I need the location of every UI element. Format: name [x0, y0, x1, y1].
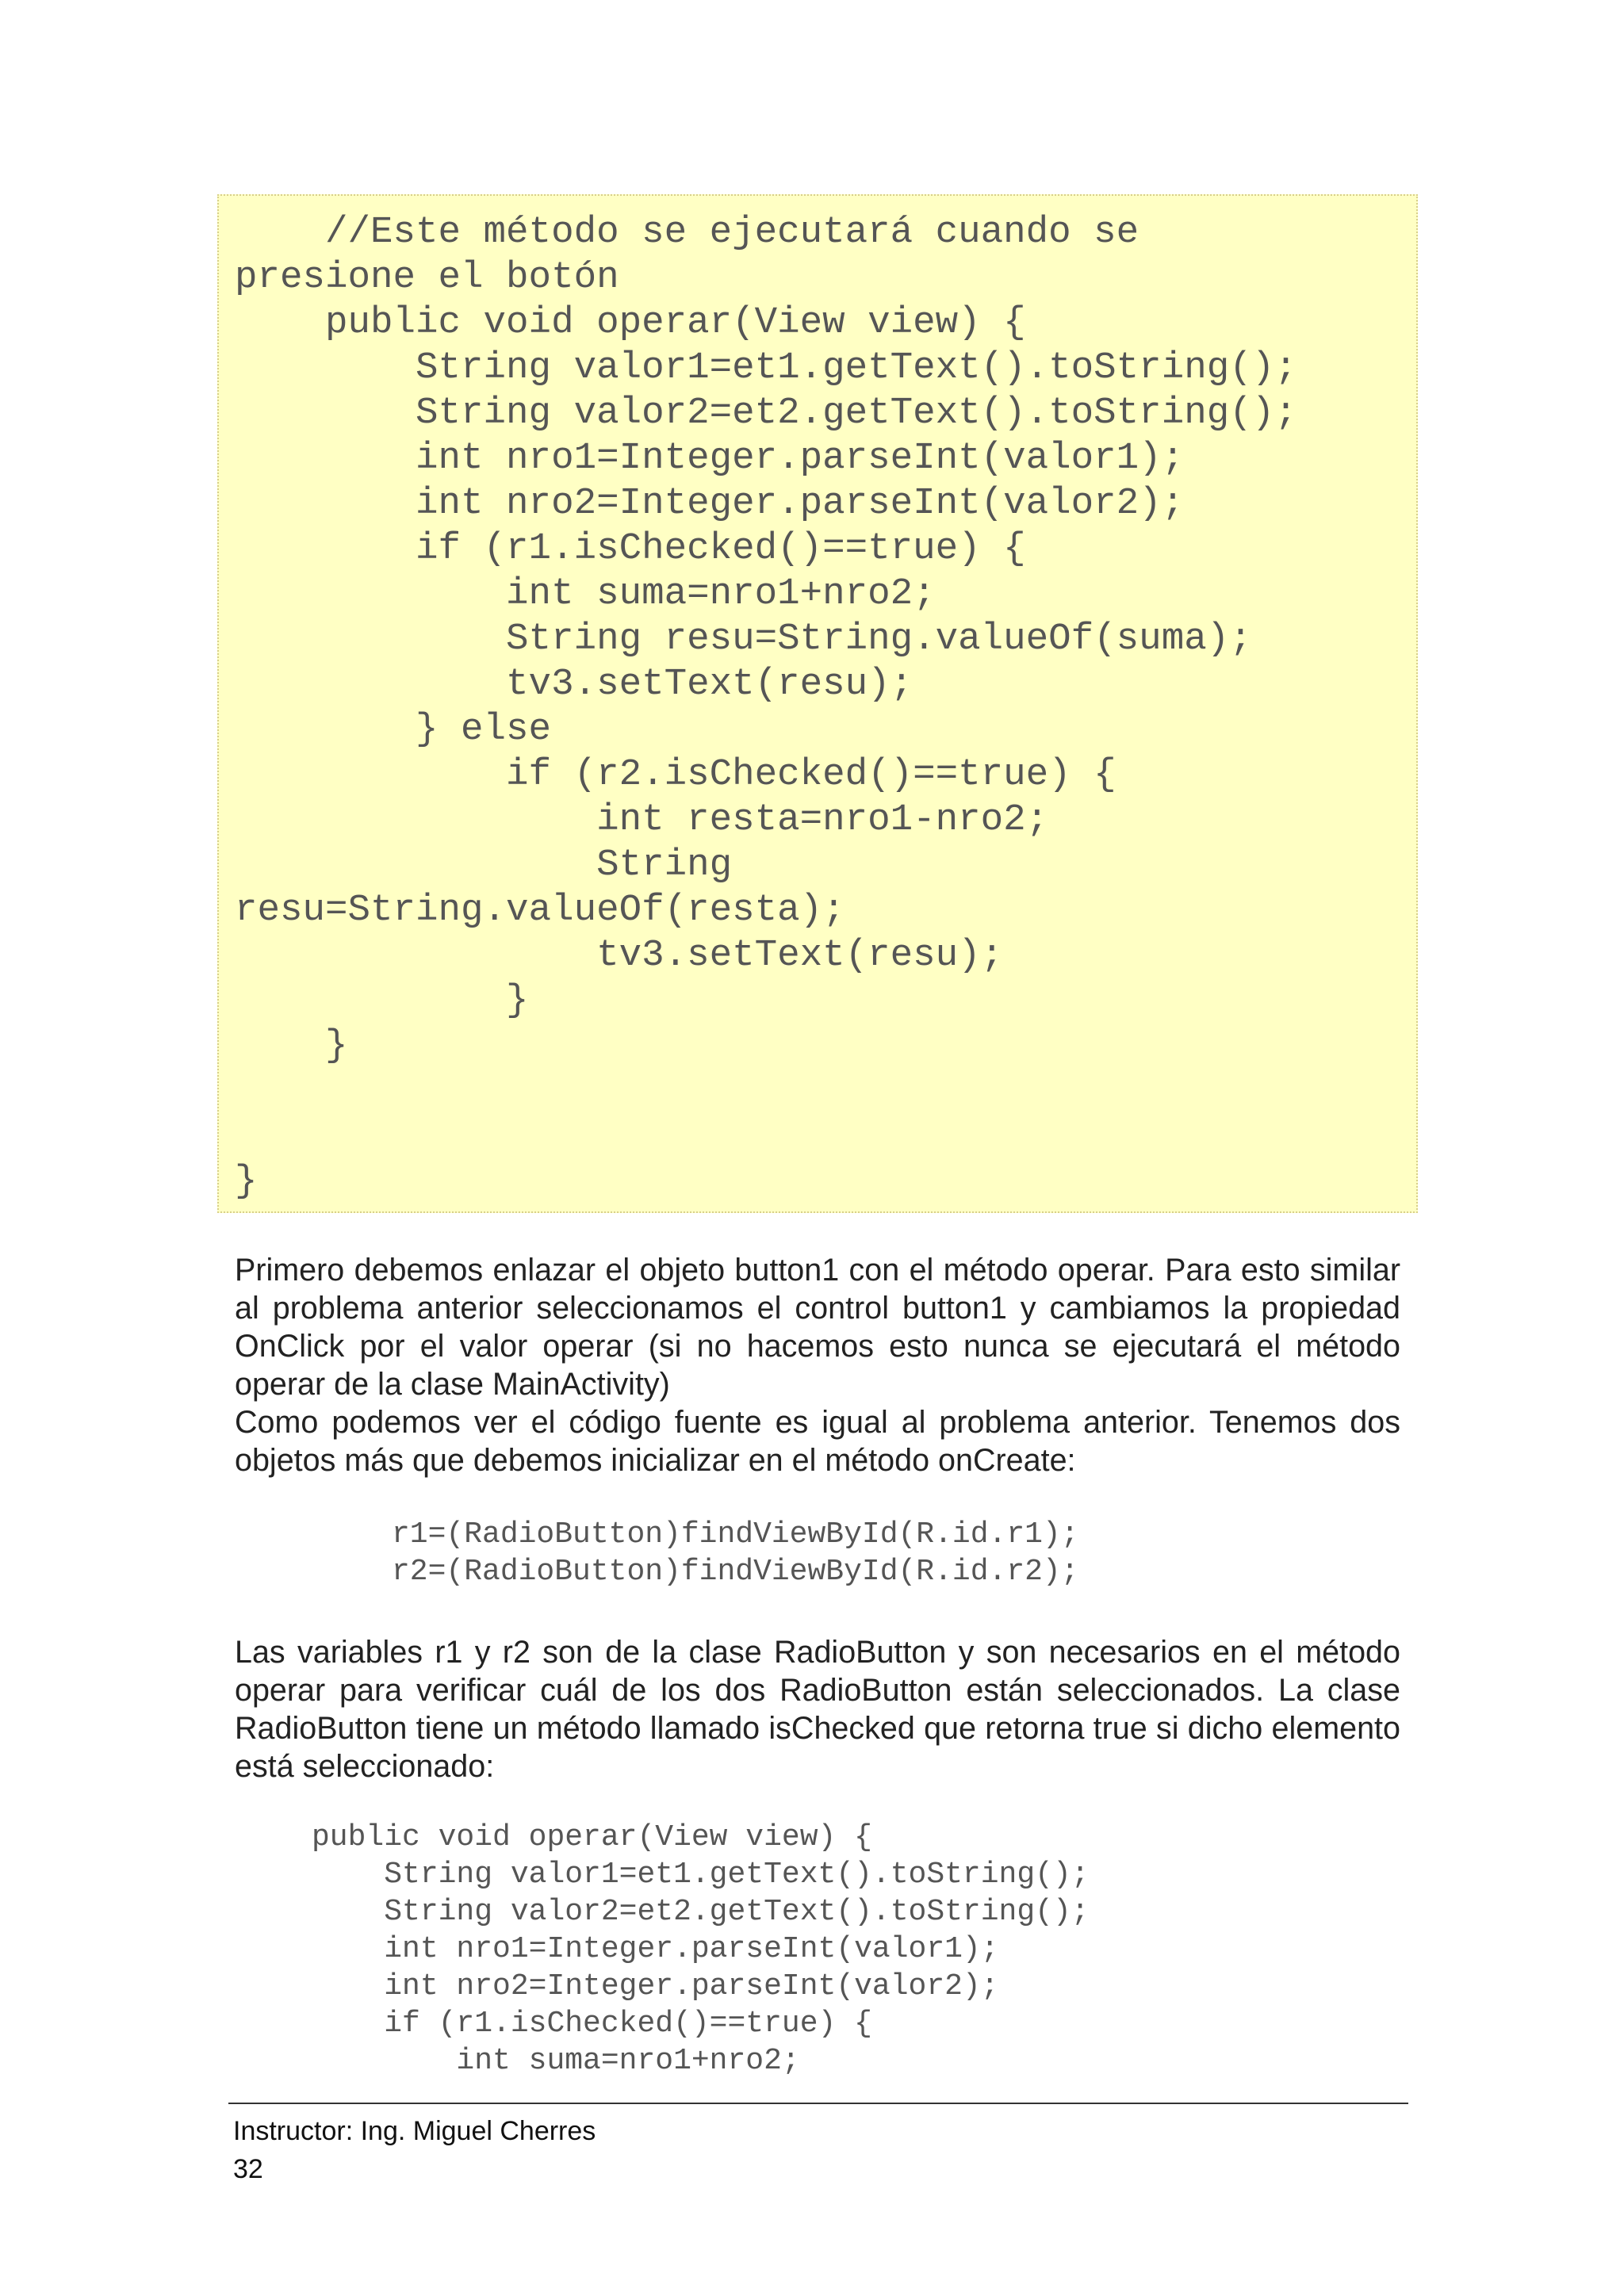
page-number: 32: [233, 2154, 263, 2184]
footer-divider: [228, 2103, 1408, 2104]
code-snippet-1: r1=(RadioButton)findViewById(R.id.r1); r2=(RadioButton)findViewById(R.id.r2);: [392, 1517, 1079, 1589]
paragraph-2: Como podemos ver el código fuente es igual al problema anterior. Tenemos dos objetos más que debemos inicializar en el método onCreate:: [235, 1405, 1400, 1478]
page-footer: [233, 2112, 596, 2188]
paragraph-3: Las variables r1 y r2 son de la clase RadioButton y son necesarios en el método operar para verificar cuál de los dos RadioButton están seleccionados. La clase RadioButton tiene un método llamado isChecked que retorna true si dicho elemento está seleccionado:: [235, 1635, 1400, 1784]
code-block-main-text: //Este método se ejecutará cuando se presione el botón public void operar(View view) { String valor1=et1.getText().toString(); String valor2=et2.getText().toString(); int nro1=Integer.parseInt(valor1); int nro2=Integer.parseInt(valor2); if (r1.isChecked()==true) { int suma=nro1+nro2; String resu=String.valueOf(suma); tv3.setText(resu); } else if (r2.isChecked()==true) { int resta=nro1-nro2; String resu=String.valueOf(resta); tv3.setText(resu); } } }: [235, 211, 1297, 1203]
explanation-text: [235, 1633, 1400, 1785]
intro-text: [235, 1251, 1400, 1479]
code-snippet-2: public void operar(View view) { String valor1=et1.getText().toString(); String valor2=et2.getText().toString(); int nro1=Integer.parseInt(valor1); int nro2=Integer.parseInt(valor2); if (r1.isChecked()==true) { int suma=nro1+nro2;: [312, 1820, 1090, 2078]
code-block-main: [217, 194, 1418, 1213]
paragraph-1: Primero debemos enlazar el objeto button1 con el método operar. Para esto similar al problema anterior seleccionamos el control button1 y cambiamos la propiedad OnClick por el valor operar (si no hacemos esto nunca se ejecutará el método operar de la clase MainActivity): [235, 1253, 1400, 1402]
footer-instructor: Instructor: Ing. Miguel Cherres: [233, 2116, 596, 2146]
